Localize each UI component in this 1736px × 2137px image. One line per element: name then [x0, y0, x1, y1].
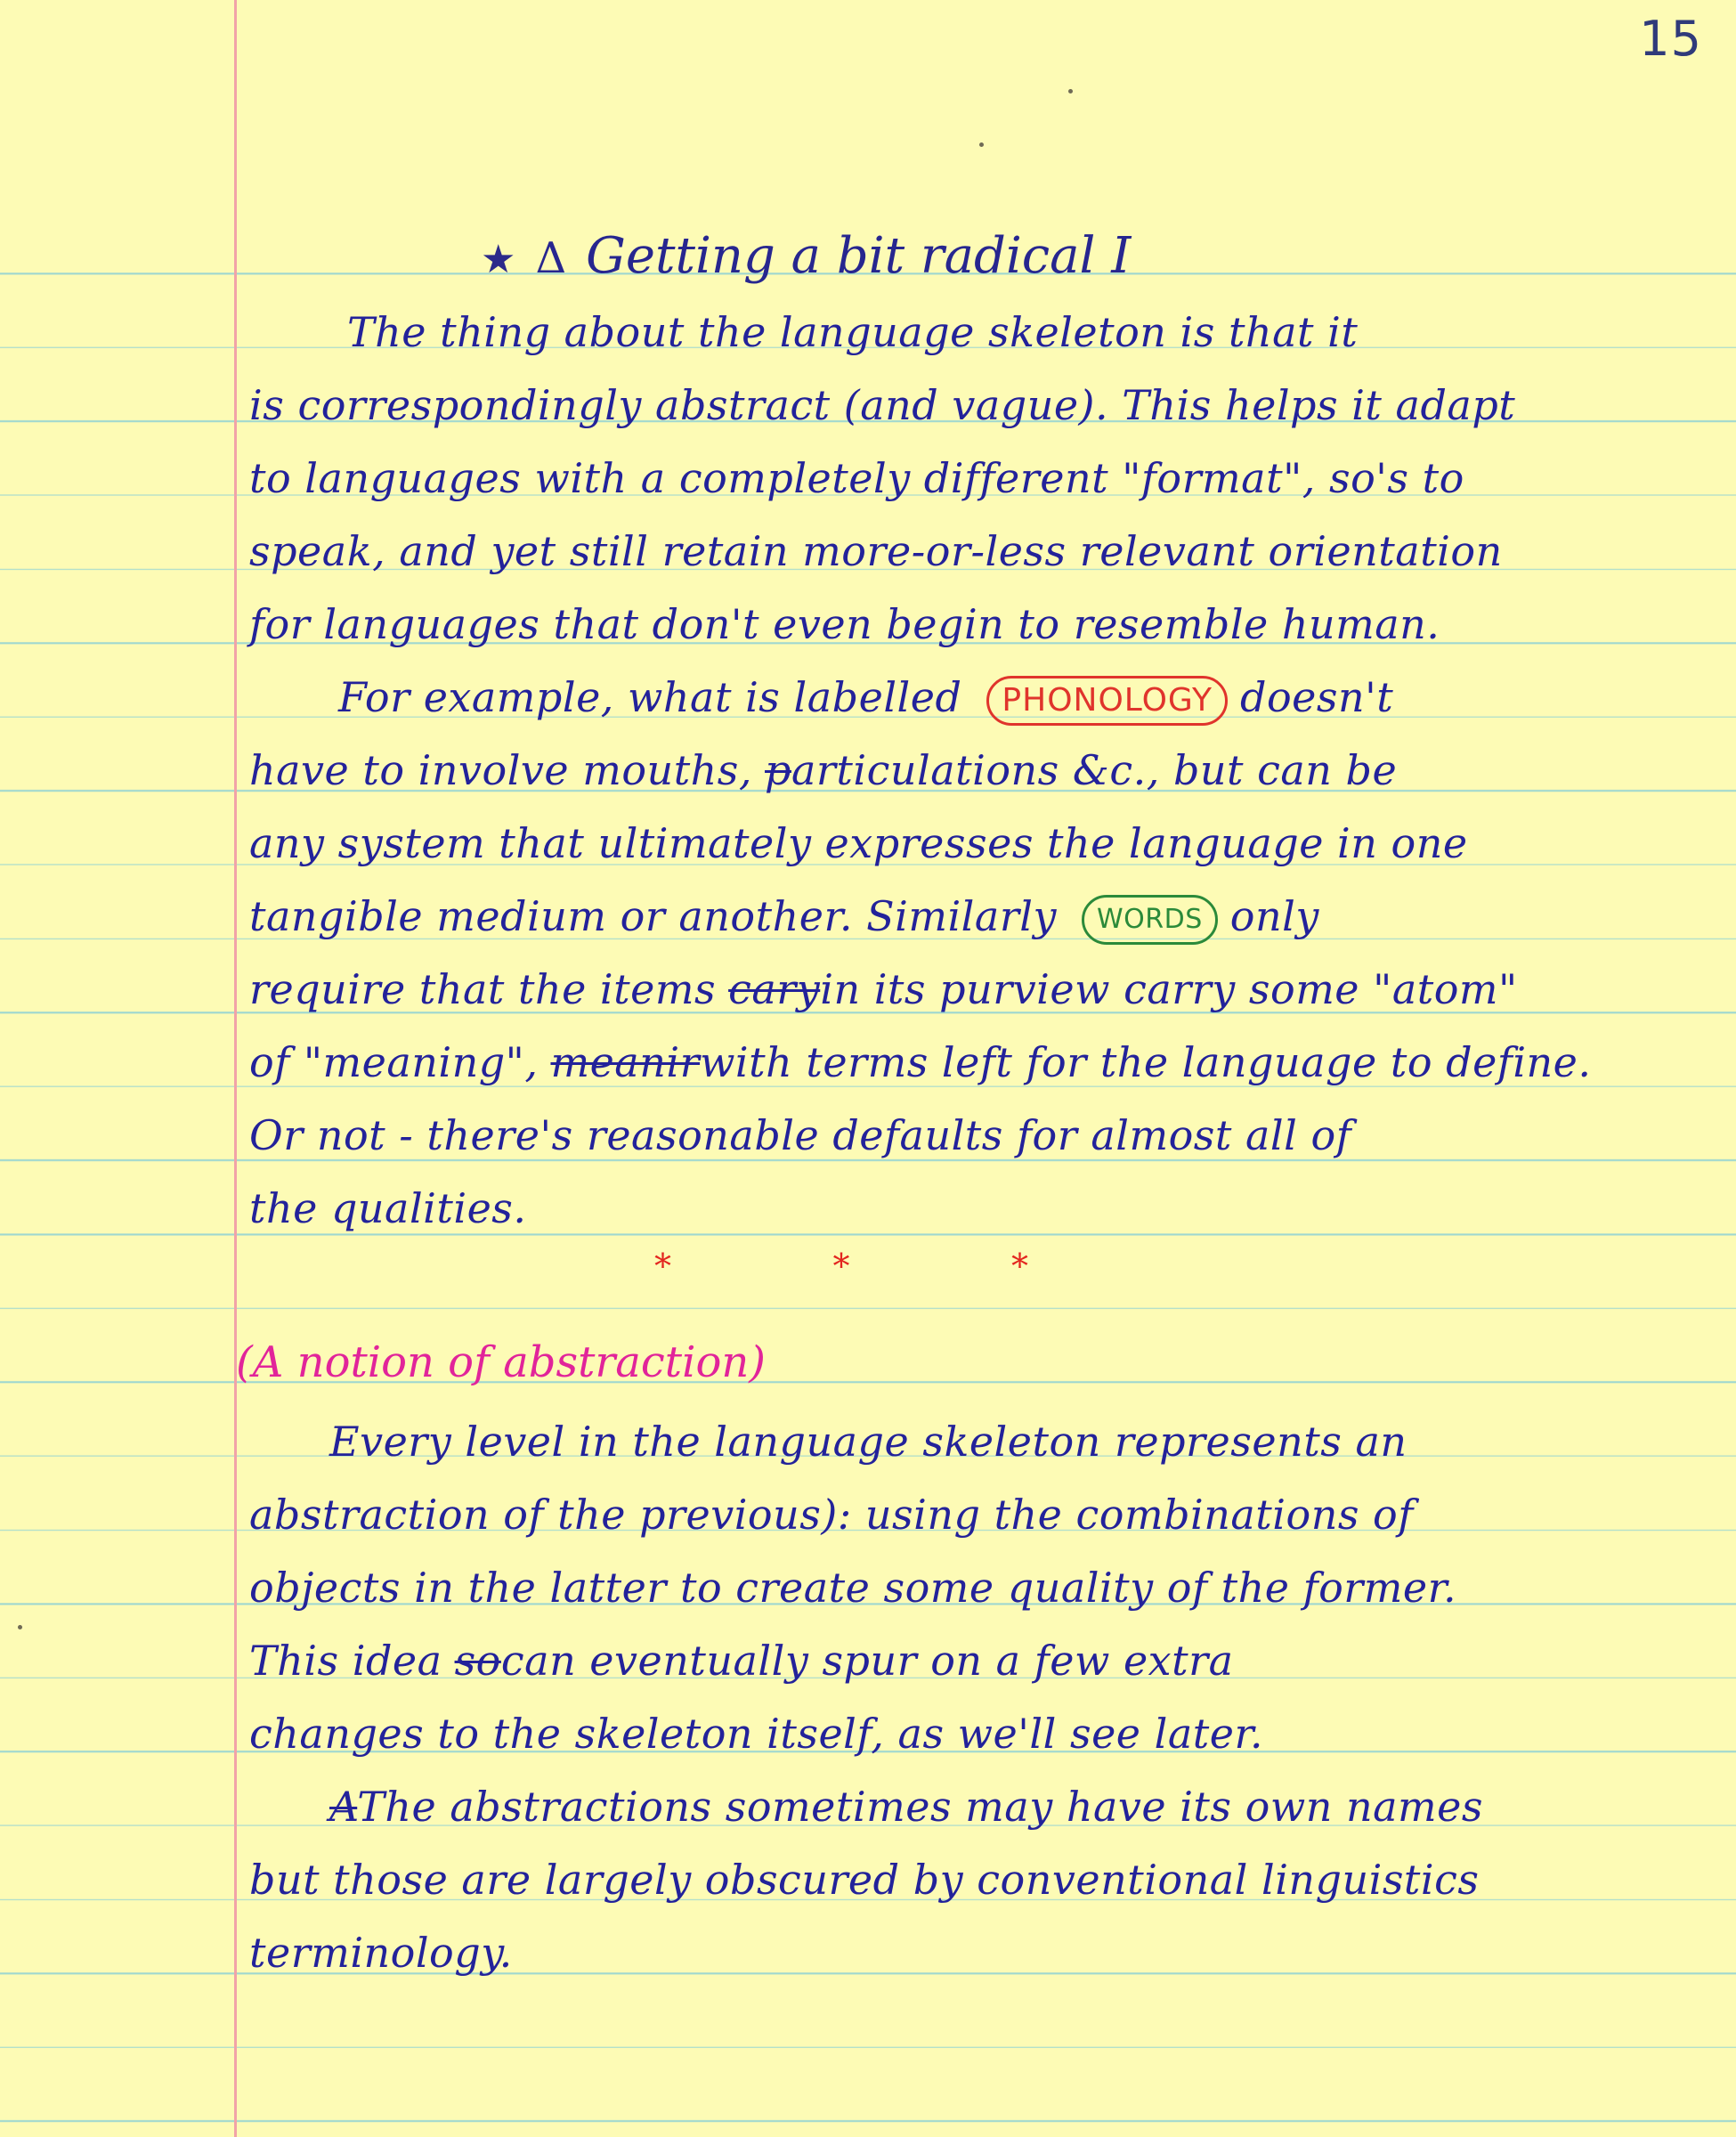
- words-label: WORDS: [1082, 895, 1218, 945]
- paragraph2-line6: [249, 1027, 1592, 1098]
- text-fragment: This idea: [249, 1637, 442, 1685]
- left-margin-line: [234, 0, 237, 2137]
- struck-text: so: [454, 1637, 501, 1685]
- separator-star: *: [1011, 1247, 1028, 1286]
- struck-text: A: [329, 1783, 358, 1831]
- paragraph3-line5: changes to the skeleton itself, as we'll see later.: [249, 1710, 1264, 1758]
- paragraph1-line5: for languages that don't even begin to resemble human.: [249, 600, 1440, 648]
- paragraph1-line1: The thing about the language skeleton is that it: [347, 308, 1359, 356]
- struck-text: p: [765, 746, 791, 794]
- ink-speck: [1068, 89, 1073, 93]
- section-heading: [481, 227, 1131, 289]
- paragraph1-line4: speak, and yet still retain more-or-less relevant orientation: [249, 527, 1503, 575]
- paragraph2-line3: any system that ultimately expresses the language in one: [249, 819, 1468, 867]
- ink-speck: [979, 142, 984, 147]
- ink-speck: [18, 1625, 22, 1629]
- text-fragment: doesn't: [1240, 673, 1394, 721]
- star-icon: ★: [481, 237, 516, 282]
- text-fragment: The abstractions sometimes may have its own names: [357, 1783, 1483, 1831]
- paragraph2-line7: Or not - there's reasonable defaults for almost all of: [249, 1111, 1352, 1159]
- paragraph3-line2: abstraction of the previous): using the combinations of: [249, 1491, 1414, 1539]
- text-fragment: only: [1229, 892, 1319, 940]
- text-fragment: have to involve mouths,: [249, 746, 753, 794]
- paragraph2-line5: [249, 954, 1518, 1025]
- text-fragment: For example, what is labelled: [338, 673, 962, 721]
- paragraph2-line2: [249, 735, 1397, 806]
- paragraph3-line3: objects in the latter to create some quality of the former.: [249, 1564, 1457, 1612]
- separator-star: *: [832, 1247, 850, 1286]
- section-separator: [654, 1247, 1028, 1286]
- paragraph1-line3: to languages with a completely different "format", so's to: [249, 454, 1464, 502]
- struck-text: meanir: [550, 1038, 701, 1086]
- phonology-label: PHONOLOGY: [986, 676, 1228, 726]
- paragraph2-line8: the qualities.: [249, 1184, 527, 1232]
- text-fragment: in its purview carry some "atom": [820, 965, 1518, 1013]
- page-number: 15: [1639, 11, 1702, 67]
- paragraph1-line2: is correspondingly abstract (and vague). This helps it adapt: [249, 381, 1516, 429]
- text-fragment: can eventually spur on a few extra: [500, 1637, 1234, 1685]
- paragraph4-line1: [329, 1771, 1483, 1842]
- paragraph2-line1: [338, 662, 1406, 733]
- text-fragment: articulations &c., but can be: [791, 746, 1398, 794]
- paragraph4-line3: terminology.: [249, 1929, 513, 1977]
- text-fragment: with terms left for the language to define.: [700, 1038, 1592, 1086]
- text-fragment: require that the items: [249, 965, 717, 1013]
- heading-text: Getting a bit radical I: [586, 227, 1132, 285]
- struck-text: cary: [728, 965, 821, 1013]
- text-fragment: of "meaning",: [249, 1038, 539, 1086]
- paragraph4-line2: but those are largely obscured by conventional linguistics: [249, 1856, 1480, 1904]
- paragraph3-line1: Every level in the language skeleton represents an: [329, 1418, 1407, 1466]
- paragraph2-line4: [249, 881, 1332, 952]
- separator-star: *: [654, 1247, 671, 1286]
- subheading: (A notion of abstraction): [236, 1337, 766, 1387]
- triangle-icon: Δ: [535, 233, 567, 283]
- text-fragment: tangible medium or another. Similarly: [249, 892, 1058, 940]
- paragraph3-line4: [249, 1625, 1234, 1696]
